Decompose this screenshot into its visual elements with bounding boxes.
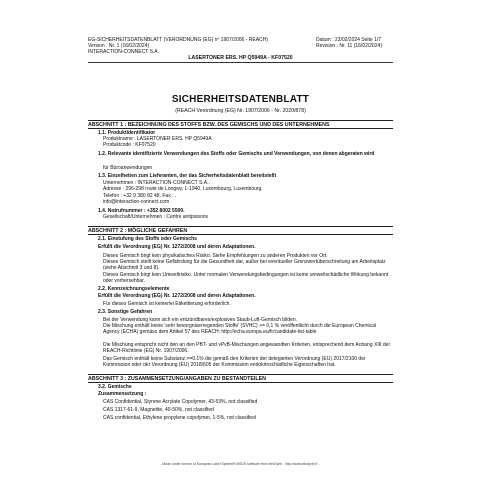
- section-1-4-title: 1.4. Notrufnummer : +352 8002 5500.: [98, 208, 185, 214]
- other-hazard-pbt: Die Mischung entspricht nicht den an den PBT- und vPvB-Mischungen angewandten Kriterien, entsprechend dem Anhang XIII der REACH-Richtlinie (EG) Nr. 1907/2006.: [103, 342, 391, 355]
- other-hazard-dust: Bei der Verwendung kann sich ein entzündbares/explosives Staub-Luft-Gemisch bilden.: [103, 317, 298, 323]
- emergency-org: Gesellschaft/Unternehmen : Centre antipoisons: [103, 214, 209, 220]
- header-right: [316, 37, 382, 49]
- section-3-heading: ABSCHNITT 3 : ZUSAMMENSETZUNG/ANGABEN ZU BESTANDTEILEN: [88, 374, 393, 383]
- page-footer: - Made under licence of European Label System® MSDS software from InfoDyne - http://www.infodyne.fr -: [160, 462, 320, 466]
- composition-item: CAS 1317-61-9, Magnetite, 40-50%, not classified: [103, 407, 214, 413]
- hazard-environment: Dieses Gemisch birgt kein Umweltrisiko. Unter normalen Verwendungsbedingungen ist keine umweltschädliche Wirkung bekannt oder vorhersehbar.: [103, 272, 389, 285]
- composition-item: CAS Confidential, Styrene Acrylate Copolymer, 43-53%, not classified: [103, 399, 258, 405]
- other-hazard-svhc: Die Mischung enthält keine 'sehr besorgniserregenden Stoffe' (SVHC) >= 0,1 % veröffentlicht durch die European Chemical Agency (ECHA) gemäss dem Artikel 57 des REACH: http://echa.europa.eu/fr/candidate-list-table: [103, 323, 376, 336]
- product-banner: LASERTONER ERS. HP Q5949A - KF07520: [188, 55, 293, 61]
- section-2-2-subtitle: Erfüllt die Verordnung (EG) Nr. 1272/2008 und deren Adaptationen.: [98, 293, 256, 299]
- header-revision: Revision : Nr. 11 (16/02/2024): [316, 43, 383, 49]
- page-subtitle: (REACH Verordnung (EG) Nr. 1907/2006 - Nr. 2020/878): [175, 108, 306, 114]
- section-2-heading: ABSCHNITT 2 : MÖGLICHE GEFAHREN: [88, 226, 393, 235]
- supplier-address: Adresse : 296-298 route de Longwy, L-1940, Luxembourg, Luxembourg.: [103, 186, 263, 192]
- hazard-physical: Dieses Gemisch birgt kein physikalisches Risiko. Siehe Empfehlungen zu anderen Produkten vor Ort.: [103, 253, 328, 259]
- section-1-2-title: 1.2. Relevante identifizierte Verwendungen des Stoffs oder Gemischs und Verwendungen, von denen abgeraten wird: [98, 151, 375, 157]
- other-hazard-endocrine: Das Gemisch enthält keine Substanz >=0.1% die gemäß den Kriterien der delegierten Verordnung (EU) 2017/2100 der Kommission oder der Verordnung (EU) 2018/605 der Kommission endokrinschädliche Eigenschaften hat.: [103, 356, 366, 369]
- supplier-phone: Telefon : +32 9 380 82 48. Fax : .: [103, 193, 177, 199]
- hazard-health: Dieses Gemisch stellt keine Gefährdung für die Gesundheit dar, außer bei eventueller Grenzwertüberschreitung am Arbeitsplatz (siehe Abschnitt 3 und 8).: [103, 259, 386, 272]
- section-2-1-subtitle: Erfüllt die Verordnung (EG) Nr. 1272/2008 und deren Adaptationen.: [98, 244, 256, 250]
- header-version: Version : Nr. 1 (16/02/2024): [88, 43, 150, 49]
- composition-label: Zusammensetzung :: [98, 391, 147, 397]
- use-text: für Büroanwendungen: [103, 165, 153, 171]
- section-1-3-title: 1.3. Einzelheiten zum Lieferanten, der das Sicherheitsdatenblatt bereitstellt: [98, 173, 277, 179]
- page-title: SICHERHEITSDATENBLATT: [171, 94, 310, 105]
- header-divider: [88, 62, 393, 63]
- product-code: Produktcode : KF07520: [103, 142, 156, 148]
- header-regulation: EG-SICHERHEITSDATENBLATT (VERORDNUNG (EG) nº 1907/2006 - REACH): [88, 37, 268, 43]
- section-2-1-title: 2.1. Einstufung des Stoffs oder Gemischs: [98, 236, 197, 242]
- section-2-2-title: 2.2. Kennzeichnungselemente: [98, 286, 170, 292]
- section-3-2-title: 3.2. Gemische: [98, 384, 132, 390]
- labelling-text: Für dieses Gemisch ist keinerlei Etikettierung erforderlich.: [103, 301, 231, 307]
- header-company: INTERACTION-CONNECT S.A.: [88, 49, 160, 55]
- supplier-email[interactable]: info@interaction-connect.com: [103, 199, 170, 205]
- section-1-1-title: 1.1. Produktidentifikator: [98, 130, 156, 136]
- supplier-company: Unternehmen : INTERACTION-CONNECT S.A..: [103, 180, 210, 186]
- section-2-3-title: 2.3. Sonstige Gefahren: [98, 309, 153, 315]
- section-1-heading: ABSCHNITT 1 : BEZEICHNUNG DES STOFFS BZW. DES GEMISCHS UND DES UNTERNEHMENS: [88, 120, 393, 129]
- product-name: Produktname : LASERTONER ERS. HP Q5949A: [103, 136, 212, 142]
- header-date-page: Datum : 23/02/2024 Seite 1/7: [316, 37, 382, 43]
- header-left: [88, 37, 268, 55]
- composition-item: CAS confidential, Ethylene propylene copolymer, 1-5%, not classified: [103, 415, 256, 421]
